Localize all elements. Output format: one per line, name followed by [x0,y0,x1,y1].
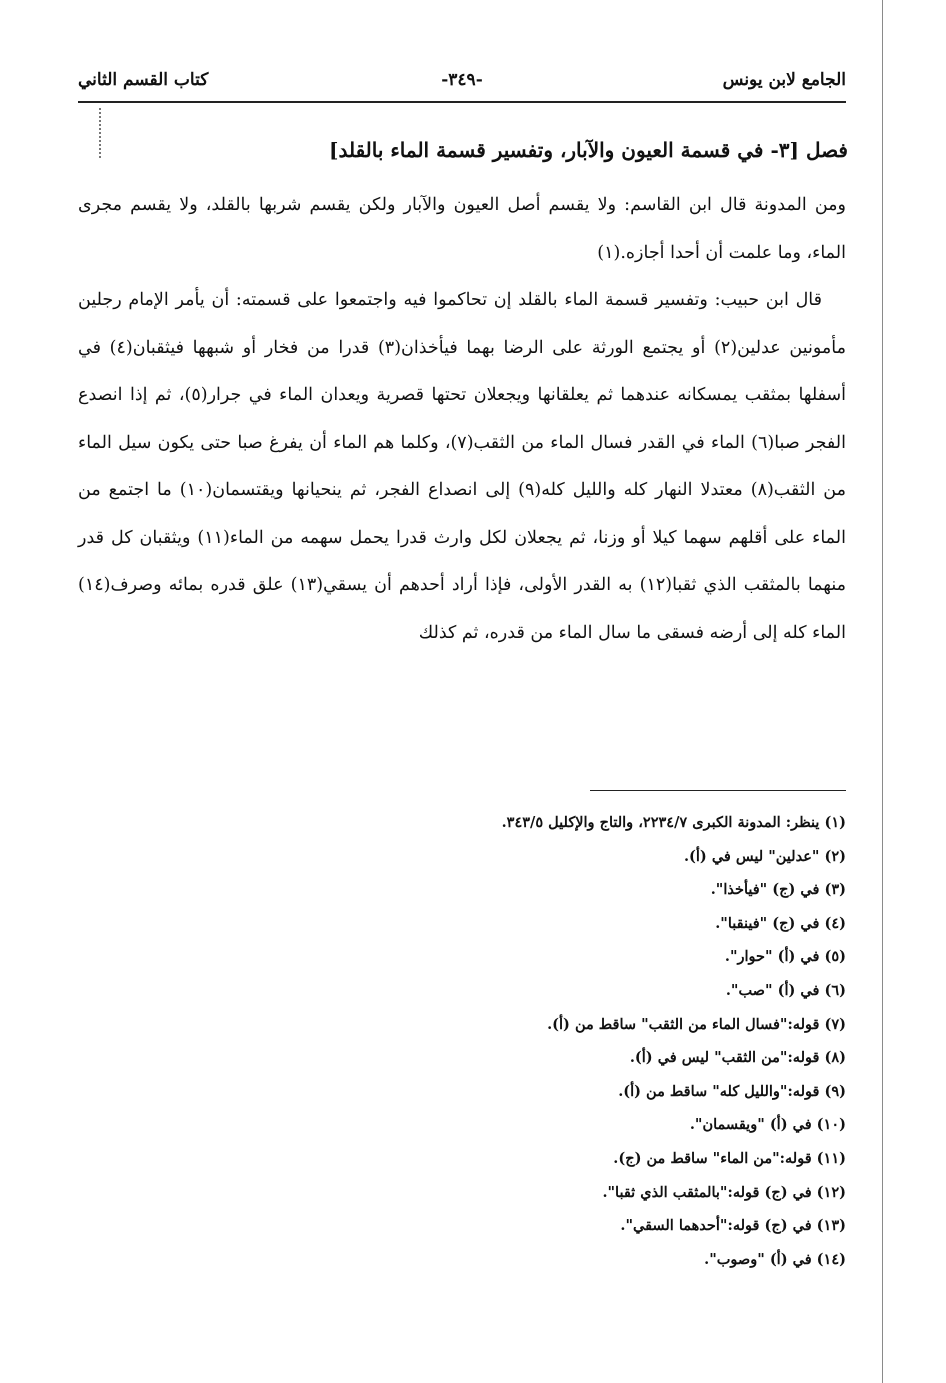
header-rule [78,101,846,103]
footnote-item: (١٢) في (ج) قوله:"بالمثقب الذي ثقبا". [602,1183,846,1201]
footnote-item: (٢) "عدلين" ليس في (أ). [683,847,846,865]
scan-speckle [99,108,103,158]
footnotes-list [146,806,846,1276]
footnote-item: (٧) قوله:"فسال الماء من الثقب" ساقط من (أ). [547,1015,846,1033]
footnote-item: (٨) قوله:"من الثقب" ليس في (أ). [629,1049,846,1067]
footnote-item: (١) ينظر: المدونة الكبرى ٢٢٣٤/٧، والتاج والإكليل ٣٤٣/٥. [501,814,846,831]
header-book-title: الجامع لابن يونس [722,70,846,90]
footnote-item: (٦) في (أ) "صب". [725,981,846,999]
paragraph-2: قال ابن حبيب: وتفسير قسمة الماء بالقلد إن تحاكموا فيه واجتمعوا على قسمته: أن يأمر الإمام رجلين مأمونين عدلين(٢) أو يجتمع الورثة على الرضا بهما فيأخذان(٣) قدرا من فخار أو شبهها فيثقبان(٤) في أسفلها بمثقب يمسكانه عندهما ثم يعلقانها ويجعلان تحتها قصرية ويعدان الماء في جرار(٥)، ثم إذا انصدع الفجر صبا(٦) الماء في القدر فسال الماء من الثقب(٧)، وكلما هم الماء أن يفرغ صبا حتى يكون سيل الماء من الثقب(٨) معتدلا النهار كله والليل كله(٩) إلى انصداع الفجر، ثم ينحيانها ويقتسمان(١٠) ما اجتمع من الماء على أقلهم سهما كيلا أو وزنا، ثم يجعلان لكل وارث قدرا يحمل سهمه من الماء(١١) ويثقبان كل قدر منهما بالمثقب الذي ثقبا(١٢) به القدر الأولى، فإذا أراد أحدهم أن يسقي(١٣) علق قدره بمائه وصرف(١٤) الماء كله إلى أرضه فسقى ما سال الماء من قدره، ثم كذلك [78,290,847,643]
paragraph-1: ومن المدونة قال ابن القاسم: ولا يقسم أصل العيون والآبار ولكن يقسم شربها بالقلد، ولا يقسم مجرى الماء، وما علمت أن أحدا أجازه.(١) [78,195,846,263]
running-header [78,70,846,98]
footnote-item: (٣) في (ج) "فيأخذا". [710,881,846,899]
header-section-title: كتاب القسم الثاني [78,70,209,90]
footnote-item: (٤) في (ج) "فينقبا". [715,914,846,932]
footnote-item: (١٤) في (أ) "وصوب". [704,1250,846,1268]
page-edge-rule [882,0,883,1383]
footnote-item: (١٠) في (أ) "ويقسمان". [689,1116,846,1134]
footnote-item: (١٣) في (ج) قوله:"أحدهما السقي". [620,1217,846,1235]
section-heading: فصل [٣- في قسمة العيون والآبار، وتفسير قسمة الماء بالقلد] [328,138,848,162]
footnote-item: (١١) قوله:"من الماء" ساقط من (ج). [613,1149,846,1167]
header-page-number: -٣٤٩- [441,70,483,90]
footnote-rule [590,790,846,791]
footnote-item: (٥) في (أ) "حوار". [724,948,846,966]
body-text [78,182,846,657]
footnote-item: (٩) قوله:"والليل كله" ساقط من (أ). [618,1082,846,1100]
